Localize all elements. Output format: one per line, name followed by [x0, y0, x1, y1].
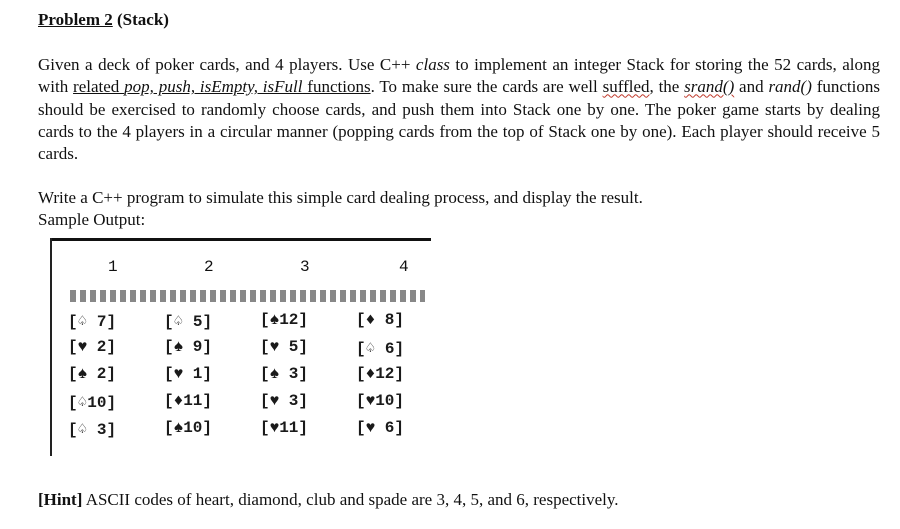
desc-functions: functions [302, 77, 371, 97]
column-header-3: 3 [300, 258, 310, 276]
problem-description [38, 54, 880, 165]
desc-rand: rand() [768, 77, 812, 97]
problem-title [38, 10, 169, 30]
problem-suffix: (Stack) [117, 10, 169, 29]
console-left-border [50, 238, 52, 456]
problem-label: Problem 2 [38, 10, 113, 29]
sample-output-label: Sample Output: [38, 210, 146, 230]
console-top-border [50, 238, 431, 241]
desc-related: related [73, 77, 125, 97]
card-p3-r1: [♠12] [260, 311, 309, 329]
desc-srand: srand() [684, 77, 735, 97]
desc-text-5: and [734, 77, 769, 97]
card-p2-r1: [♤ 5] [164, 313, 213, 331]
card-p2-r3: [♥ 1] [164, 365, 213, 383]
card-p1-r4: [♤10] [68, 394, 117, 412]
desc-class: class [415, 55, 450, 74]
card-p4-r1: [♦ 8] [356, 311, 405, 329]
separator-line [70, 296, 425, 302]
card-p3-r3: [♠ 3] [260, 365, 309, 383]
card-p1-r5: [♤ 3] [68, 421, 117, 439]
desc-text-2: to implement an integer Stack for storing the 52 cards, along with [38, 55, 880, 97]
desc-text-6: functions should be exercised to randomly choose cards, and push them into Stack one by one. The poker game starts by dealing cards to the 4 players in a circular manner (popping cards from the top of Stack one by one). Each player should receive 5 cards. [38, 77, 880, 164]
sample-output-console [50, 238, 431, 456]
desc-funcs: pop, push, isEmpty, isFull [124, 77, 303, 97]
column-header-1: 1 [108, 258, 118, 276]
card-p3-r2: [♥ 5] [260, 338, 309, 356]
task-description [38, 187, 880, 232]
desc-text-3: . To make sure the cards are well [370, 77, 603, 97]
card-p1-r1: [♤ 7] [68, 313, 117, 331]
column-header-4: 4 [399, 258, 409, 276]
card-p4-r4: [♥10] [356, 392, 405, 410]
card-p4-r3: [♦12] [356, 365, 405, 383]
hint-text: ASCII codes of heart, diamond, club and spade are 3, 4, 5, and 6, respectively. [82, 490, 619, 509]
hint-label: [Hint] [38, 490, 83, 509]
card-p1-r3: [♠ 2] [68, 365, 117, 383]
desc-suffled: suffled [602, 77, 650, 97]
desc-text-1: Given a deck of poker cards, and 4 players. Use C++ [38, 55, 416, 74]
column-header-2: 2 [204, 258, 214, 276]
card-p2-r2: [♠ 9] [164, 338, 213, 356]
hint-note [38, 490, 619, 510]
desc-text-4: , the [649, 77, 685, 97]
card-p2-r5: [♠10] [164, 419, 213, 437]
card-p1-r2: [♥ 2] [68, 338, 117, 356]
card-p4-r5: [♥ 6] [356, 419, 405, 437]
card-p2-r4: [♦11] [164, 392, 213, 410]
card-p3-r5: [♥11] [260, 419, 309, 437]
card-p3-r4: [♥ 3] [260, 392, 309, 410]
task-line: Write a C++ program to simulate this simple card dealing process, and display the result. [38, 188, 643, 207]
card-p4-r2: [♤ 6] [356, 340, 405, 358]
